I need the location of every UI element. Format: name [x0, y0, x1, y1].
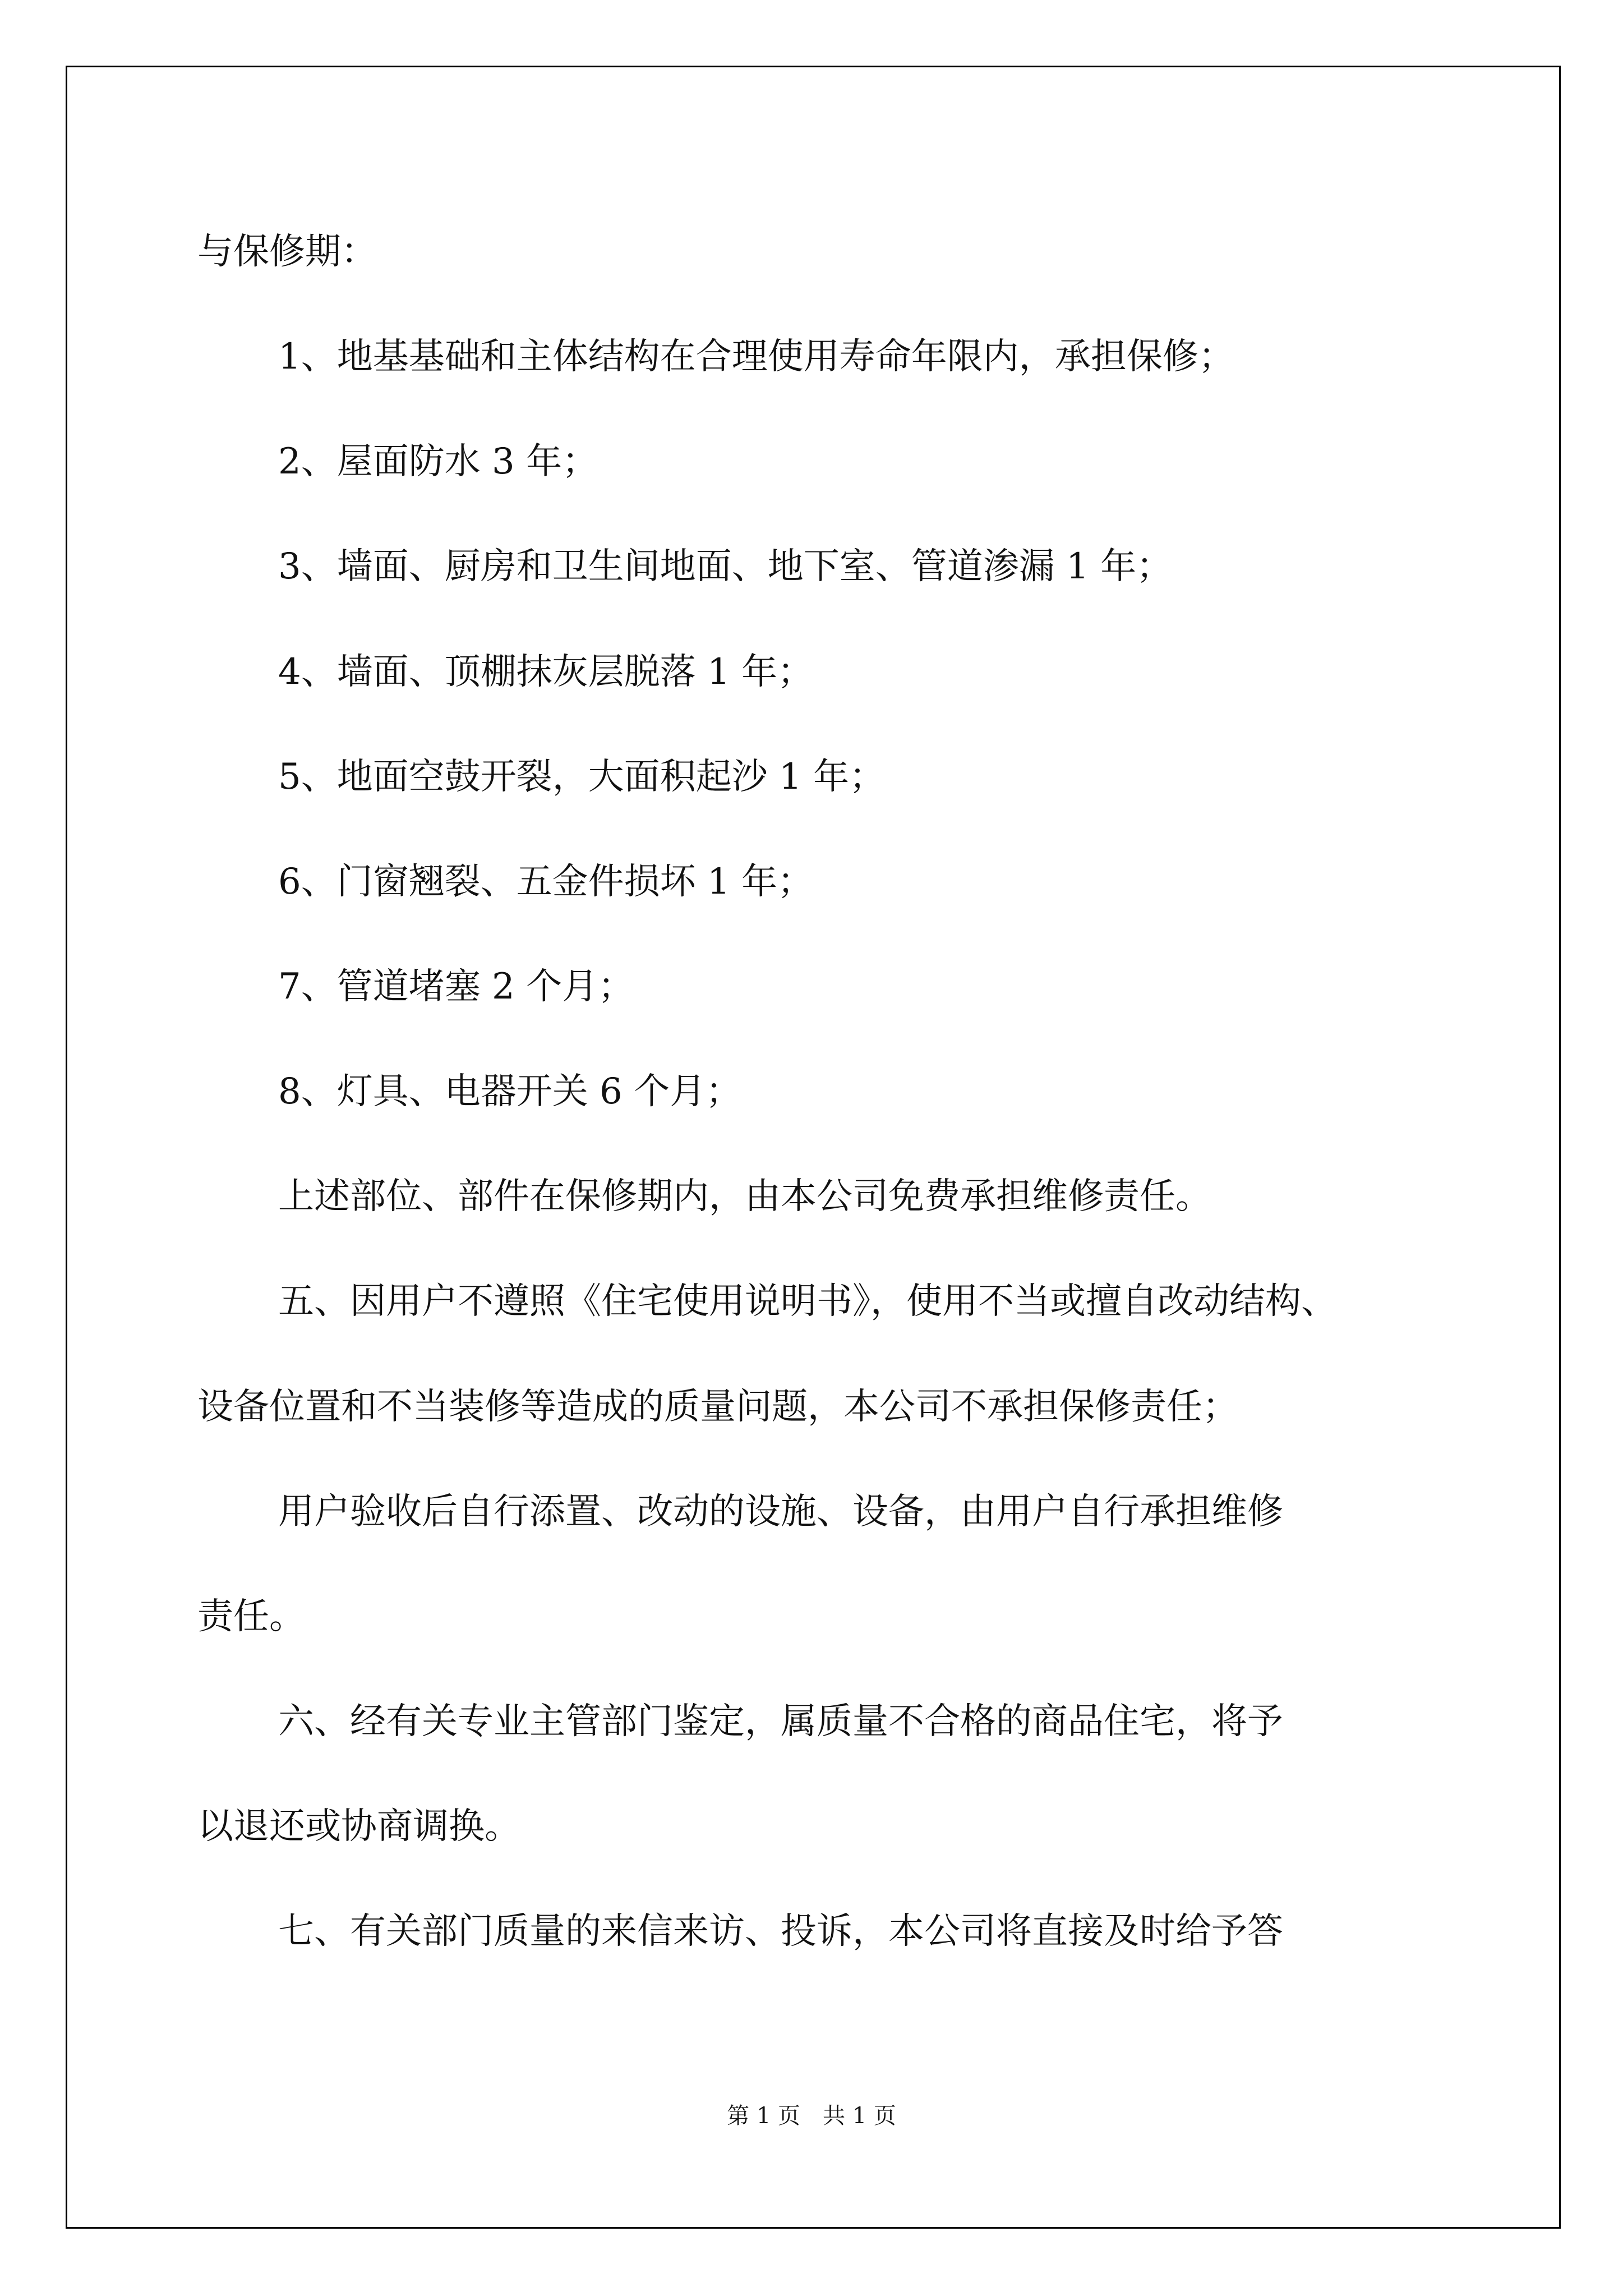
text-line: 6、门窗翘裂、五金件损坏 1 年；	[278, 861, 814, 903]
text-line: 用户验收后自行添置、改动的设施、设备，由用户自行承担维修	[278, 1491, 1283, 1533]
text-line: 与保修期：	[197, 231, 377, 273]
text-line: 5、地面空鼓开裂，大面积起沙 1 年；	[278, 756, 886, 798]
text-line: 4、墙面、顶棚抹灰层脱落 1 年；	[278, 651, 814, 693]
text-line: 7、管道堵塞 2 个月；	[278, 966, 634, 1007]
text-line: 设备位置和不当装修等造成的质量问题，本公司不承担保修责任；	[197, 1386, 1238, 1428]
text-line: 3、墙面、厨房和卫生间地面、地下室、管道渗漏 1 年；	[278, 546, 1173, 587]
text-line: 责任。	[197, 1596, 305, 1637]
page-footer: 第 1 页 共 1 页	[727, 2103, 896, 2129]
text-line: 七、有关部门质量的来信来访、投诉，本公司将直接及时给予答	[278, 1911, 1283, 1952]
text-line: 1、地基基础和主体结构在合理使用寿命年限内，承担保修；	[278, 336, 1234, 378]
text-line: 上述部位、部件在保修期内，由本公司免费承担维修责任。	[278, 1176, 1211, 1217]
text-line: 8、灯具、电器开关 6 个月；	[278, 1071, 742, 1112]
page-border	[66, 66, 1561, 2229]
text-line: 五、因用户不遵照《住宅使用说明书》，使用不当或擅自改动结构、	[278, 1281, 1337, 1322]
text-line: 2、屋面防水 3 年；	[278, 441, 598, 482]
text-line: 六、经有关专业主管部门鉴定，属质量不合格的商品住宅，将予	[278, 1701, 1283, 1742]
text-line: 以退还或协商调换。	[197, 1806, 520, 1847]
